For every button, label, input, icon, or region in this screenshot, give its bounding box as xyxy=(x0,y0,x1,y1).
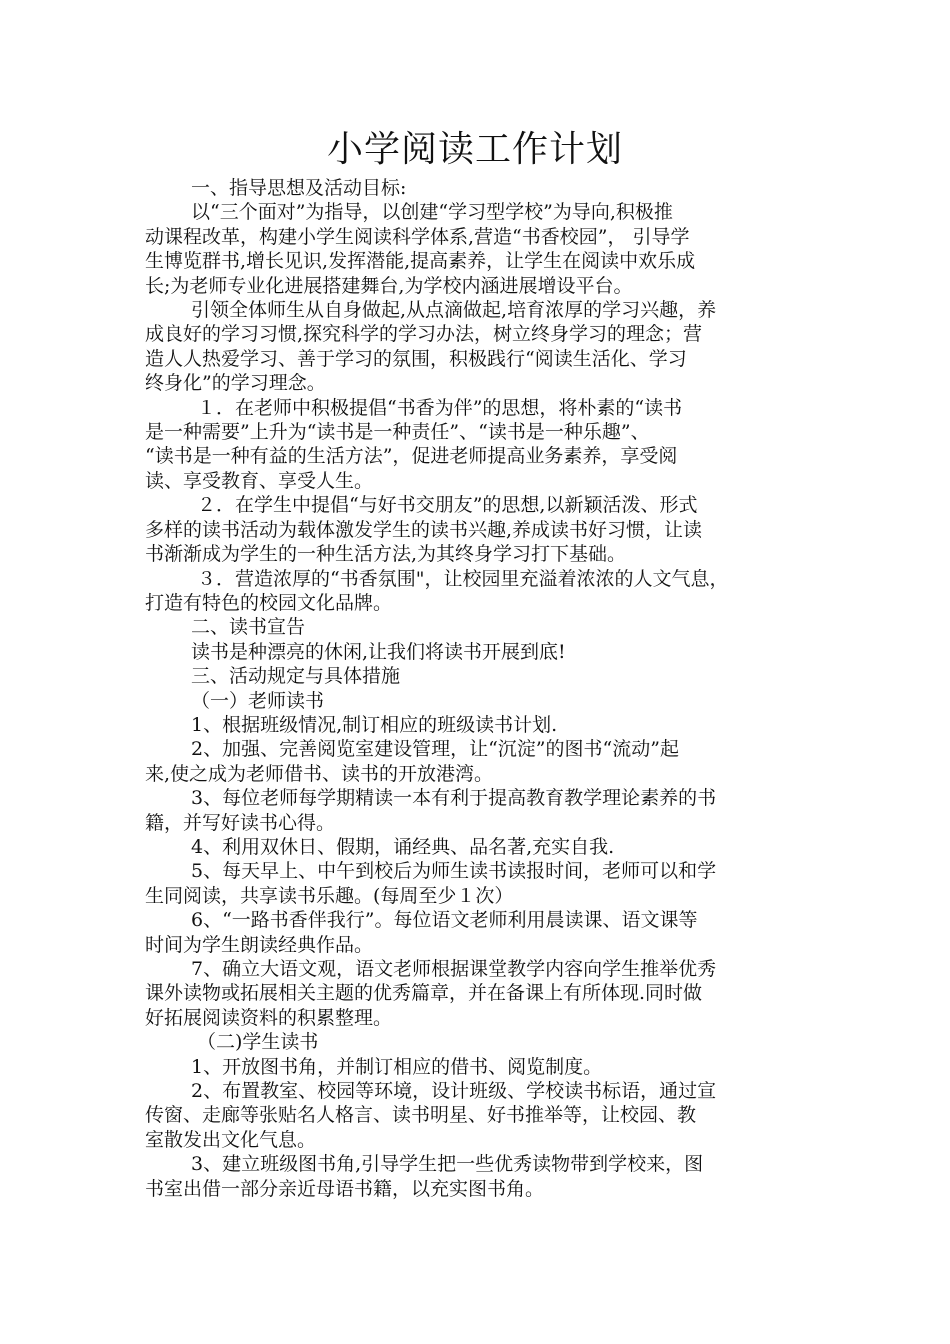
document-line: 1、开放图书角，并制订相应的借书、阅览制度。 xyxy=(191,1055,603,1078)
document-line: 7、确立大语文观，语文老师根据课堂教学内容向学生推举优秀 xyxy=(191,958,717,980)
document-line: 以“三个面对”为指导，以创建“学习型学校”为导向,积极推 xyxy=(191,201,673,224)
document-line: 1、根据班级情况,制订相应的班级读书计划. xyxy=(191,713,558,736)
document-line: 5、每天早上、中午到校后为师生读书读报时间，老师可以和学 xyxy=(191,860,717,883)
document-line: 造人人热爱学习、善于学习的氛围，积极践行“阅读生活化、学习 xyxy=(145,347,687,370)
document-line: 生同阅读，共享读书乐趣。(每周至少１次） xyxy=(145,884,514,907)
document-line: 读、享受教育、享受人生。 xyxy=(145,469,374,492)
document-line: 来,使之成为老师借书、读书的开放港湾。 xyxy=(145,762,494,785)
document-line: 长;为老师专业化进展搭建舞台,为学校内涵进展增设平台。 xyxy=(145,274,633,297)
document-line: ２．在学生中提倡“与好书交朋友”的思想,以新颖活泼、形式 xyxy=(197,494,698,517)
document-line: 生博览群书,增长见识,发挥潜能,提高素养，让学生在阅读中欢乐成 xyxy=(145,250,696,273)
document-line: 课外读物或拓展相关主题的优秀篇章，并在备课上有所体现.同时做 xyxy=(145,982,703,1005)
document-line: 籍，并写好读书心得。 xyxy=(145,811,336,834)
document-line: １．在老师中积极提倡“书香为伴”的思想，将朴素的“读书 xyxy=(197,396,683,419)
document-line: 书渐渐成为学生的一种生活方法,为其终身学习打下基础。 xyxy=(145,543,627,566)
document-line: （一）老师读书 xyxy=(191,689,325,712)
document-line: 终身化”的学习理念。 xyxy=(145,372,326,395)
document-line: 书室出借一部分亲近母语书籍，以充实图书角。 xyxy=(145,1177,545,1200)
document-line: 4、利用双休日、假期，诵经典、品名著,充实自我. xyxy=(191,835,615,858)
document-line: 三、活动规定与具体措施 xyxy=(191,665,401,688)
document-line: 好拓展阅读资料的积累整理。 xyxy=(145,1006,393,1029)
document-line: 成良好的学习习惯,探究科学的学习办法，树立终身学习的理念；营 xyxy=(145,323,703,346)
document-line: 时间为学生朗读经典作品。 xyxy=(145,933,374,956)
document-line: 2、加强、完善阅览室建设管理，让“沉淀”的图书“流动”起 xyxy=(191,738,679,761)
document-line: 2、布置教室、校园等环境，设计班级、学校读书标语，通过宣 xyxy=(191,1080,717,1103)
document-line: 6、“一路书香伴我行”。每位语文老师利用晨读课、语文课等 xyxy=(191,909,698,932)
document-line: 室散发出文化气息。 xyxy=(145,1128,317,1151)
document-line: 二、读书宣告 xyxy=(191,616,306,639)
document-line: “读书是一种有益的生活方法”，促进老师提高业务素养，享受阅 xyxy=(145,445,678,468)
document-line: 打造有特色的校园文化品牌。 xyxy=(145,591,393,614)
document-line: 传窗、走廊等张贴名人格言、读书明星、好书推举等，让校园、教 xyxy=(145,1104,697,1127)
document-line: 一、指导思想及活动目标: xyxy=(191,177,407,199)
document-line: 引领全体师生从自身做起,从点滴做起,培育浓厚的学习兴趣，养 xyxy=(191,299,717,322)
document-line: 动课程改革，构建小学生阅读科学体系,营造“书香校园”， 引导学 xyxy=(145,225,690,248)
document-body xyxy=(145,176,815,1201)
document-line: 3、建立班级图书角,引导学生把一些优秀读物带到学校来，图 xyxy=(191,1153,704,1176)
document-line: （二)学生读书 xyxy=(197,1031,319,1054)
document-title: 小学阅读工作计划 xyxy=(326,129,623,170)
document-line: 3、每位老师每学期精读一本有利于提高教育教学理论素养的书 xyxy=(191,787,717,810)
document-line: 读书是种漂亮的休闲,让我们将读书开展到底! xyxy=(191,640,566,663)
document-line: ３．营造浓厚的“书香氛围"，让校园里充溢着浓浓的人文气息， xyxy=(197,567,729,590)
document-line: 是一种需要”上升为“读书是一种责任”、“读书是一种乐趣”、 xyxy=(145,421,650,444)
document-line: 多样的读书活动为载体激发学生的读书兴趣,养成读书好习惯，让读 xyxy=(145,518,703,541)
